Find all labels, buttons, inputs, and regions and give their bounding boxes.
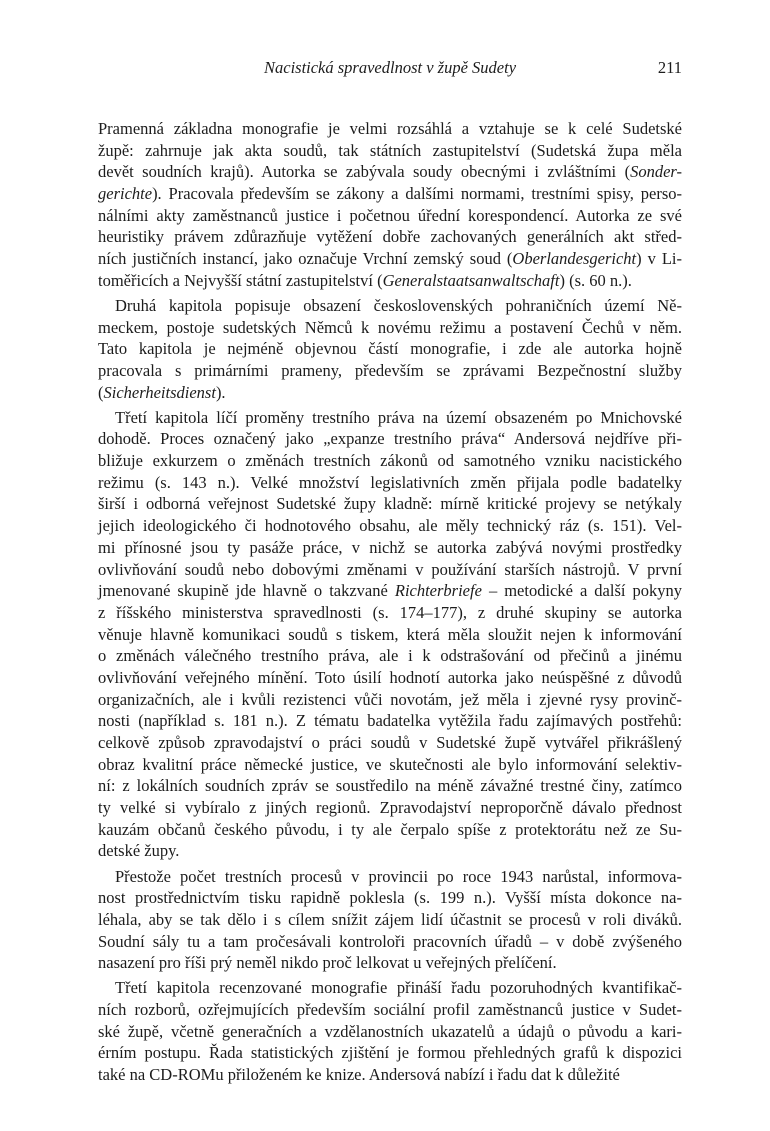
text-run: bližuje exkurzem o změnách trestních zákonů od samotného vzniku nacistického — [98, 451, 682, 471]
text-run: z říšského ministerstva spravedlnosti (s. 174–177), z druhé skupiny se autorka — [98, 602, 682, 622]
text-run: mi přínosné jsou ty pasáže práce, v nichž se autorka zabývá novými prostředky — [98, 537, 682, 557]
text-line — [98, 689, 682, 711]
italic-term: gerichte — [98, 184, 153, 204]
running-head — [98, 58, 682, 82]
text-line — [98, 952, 682, 974]
paragraph — [98, 407, 682, 862]
text-line — [98, 931, 682, 953]
text-run: devět soudních krajů). Autorka se zabývala soudy obecnými i zvláštními ( — [98, 162, 631, 182]
text-run: o změnách válečného trestního práva, ale i k odstrašování od přečinů a jinému — [98, 646, 682, 666]
text-line — [98, 1064, 682, 1086]
text-line — [98, 205, 682, 227]
text-run: Třetí kapitola líčí proměny trestního práva na území obsazeném po Mnichovské — [115, 407, 682, 427]
text-run: nost prostřednictvím tisku rapidně poklesla (s. 199 n.). Vyšší místa dokonce na- — [98, 888, 682, 908]
text-run: Přestože počet trestních procesů v provincii po roce 1943 narůstal, informova- — [115, 866, 682, 886]
text-line — [98, 754, 682, 776]
text-line — [98, 428, 682, 450]
text-run: župě: zahrnuje jak akta soudů, tak státních zastupitelství (Sudetská župa měla — [98, 140, 682, 160]
italic-term: Oberlandesgericht — [512, 249, 637, 269]
text-run: ovlivňování veřejného mínění. Toto úsilí hodnotí autorka jako neúspěšné z důvodů — [98, 667, 682, 687]
text-line — [98, 797, 682, 819]
text-line — [98, 248, 682, 270]
text-run: nosti (například s. 181 n.). Z tématu badatelka vytěžila řadu zajímavých postřehů: — [98, 711, 682, 731]
text-line — [98, 295, 682, 317]
text-run: detské župy. — [98, 841, 180, 861]
text-run: celkově způsob zpravodajství o práci soudů v Sudetské župě vytvářel přikrášlený — [98, 733, 682, 753]
text-line — [98, 1021, 682, 1043]
text-run: nálními akty zaměstnanců justice i početnou úřední korespondencí. Autorka ze své — [98, 205, 682, 225]
running-title: Nacistická spravedlnost v župě Sudety — [263, 58, 517, 77]
text-line — [98, 118, 682, 140]
text-run: ské župě, včetně generačních a vzdělanostních ukazatelů a údajů o původu a kari- — [98, 1021, 682, 1041]
text-line — [98, 887, 682, 909]
text-line — [98, 909, 682, 931]
text-line — [98, 382, 682, 404]
text-run: léhala, aby se tak dělo i s cílem snížit zájem lidí účastnit se procesů v roli diváků. — [98, 909, 682, 929]
text-line — [98, 624, 682, 646]
text-run: režimu (s. 143 n.). Velké množství legislativních změn přijala podle badatelky — [98, 472, 682, 492]
text-line — [98, 840, 682, 862]
text-run: ). Pracovala především se zákony a dalšími normami, trestními spisy, perso- — [152, 184, 682, 204]
text-line — [98, 1042, 682, 1064]
text-run: ) v Li- — [636, 249, 682, 269]
italic-term: Generalstaatsanwaltschaft — [382, 270, 560, 290]
text-run: jmenované skupině jde hlavně o takzvané — [98, 581, 395, 601]
text-run: ty velké si vybíralo z jiných regionů. Zpravodajství neproporčně dávalo přednost — [98, 798, 682, 818]
text-run: také na CD-ROMu přiloženém ke knize. Andersová nabízí i řadu dat k důležité — [98, 1065, 620, 1085]
text-run: dohodě. Proces označený jako „expanze trestního práva“ Andersová nejdříve při- — [98, 429, 682, 449]
text-run: kauzám občanů českého původu, i ty ale čerpalo spíše z protektorátu než ze Su- — [98, 819, 682, 839]
text-run: ( — [98, 382, 104, 402]
text-line — [98, 317, 682, 339]
text-run: heuristiky právem zdůrazňuje vytěžení dobře zachovaných generálních akt střed- — [98, 227, 682, 247]
text-run: ních justičních instancí, jako označuje Vrchní zemský soud ( — [98, 249, 513, 269]
text-line — [98, 667, 682, 689]
text-line — [98, 775, 682, 797]
text-run: obraz kvalitní práce německé justice, ve skutečnosti ale bylo informování selektiv- — [98, 754, 682, 774]
text-run: Třetí kapitola recenzované monografie přináší řadu pozoruhodných kvantifikač- — [115, 978, 682, 998]
text-line — [98, 360, 682, 382]
text-line — [98, 999, 682, 1021]
text-line — [98, 493, 682, 515]
italic-term: Sonder- — [630, 162, 682, 182]
text-line — [98, 140, 682, 162]
text-line — [98, 537, 682, 559]
text-line — [98, 710, 682, 732]
text-line — [98, 602, 682, 624]
text-line — [98, 450, 682, 472]
text-run: pracovala s primárními prameny, především se zprávami Bezpečnostní služby — [98, 360, 682, 380]
text-run: Soudní sály tu a tam pročesávali kontroloři pracovních úřadů – v době zvýšeného — [98, 931, 682, 951]
text-line — [98, 338, 682, 360]
italic-term: Sicherheitsdienst — [103, 382, 216, 402]
text-line — [98, 559, 682, 581]
text-run: Tato kapitola je nejméně objevnou částí monografie, i zde ale autorka hojně — [98, 339, 682, 359]
italic-term: Richterbriefe — [394, 581, 482, 601]
text-run: ní: z lokálních soudních zpráv se soustředilo na méně závažné trestné činy, zatímco — [98, 776, 682, 796]
text-run: toměřicích a Nejvyšší státní zastupitelství ( — [98, 270, 383, 290]
text-line — [98, 472, 682, 494]
text-line — [98, 645, 682, 667]
text-line — [98, 270, 682, 292]
paragraph — [98, 295, 682, 403]
text-line — [98, 226, 682, 248]
text-line — [98, 819, 682, 841]
text-run: ) (s. 60 n.). — [559, 270, 632, 290]
text-line — [98, 515, 682, 537]
text-run: ních rozborů, ozřejmujících především sociální profil zaměstnanců justice v Sudet- — [98, 1000, 682, 1020]
text-run: meckem, postoje sudetských Němců k novému režimu a postavení Čechů v něm. — [98, 317, 682, 337]
text-line — [98, 183, 682, 205]
text-run: Druhá kapitola popisuje obsazení československých pohraničních území Ně- — [115, 295, 682, 315]
paragraph — [98, 866, 682, 974]
text-run: – metodické a další pokyny — [481, 581, 682, 601]
text-run: širší i odborná veřejnost Sudetské župy kladně: mírně kritické projevy se netýkaly — [98, 494, 682, 514]
page-number: 211 — [657, 58, 682, 77]
text-line — [98, 580, 682, 602]
body-text — [98, 118, 682, 1089]
text-line — [98, 161, 682, 183]
text-run: nasazení pro říši prý neměl nikdo proč lelkovat u veřejných přelíčení. — [98, 953, 557, 973]
text-run: věnuje hlavně komunikaci soudů s tiskem, která měla sloužit nejen k informování — [98, 624, 682, 644]
text-line — [98, 866, 682, 888]
text-run: ). — [215, 382, 226, 402]
text-run: ovlivňování soudů nebo dobovými změnami v používání starších nástrojů. V první — [98, 559, 682, 579]
text-line — [98, 732, 682, 754]
text-run: organizačních, ale i kvůli rezistenci vůči novotám, jež měla i zjevné rysy provinč- — [98, 689, 682, 709]
paragraph — [98, 977, 682, 1085]
text-run: Pramenná základna monografie je velmi rozsáhlá a vztahuje se k celé Sudetské — [98, 119, 682, 138]
text-run: jejich ideologického či hodnotového obsahu, ale měly technický ráz (s. 151). Vel- — [98, 516, 682, 536]
paragraph — [98, 118, 682, 292]
text-run: érním postupu. Řada statistických zjištění je formou přehledných grafů k dispozici — [98, 1043, 682, 1063]
text-line — [98, 977, 682, 999]
text-line — [98, 407, 682, 429]
